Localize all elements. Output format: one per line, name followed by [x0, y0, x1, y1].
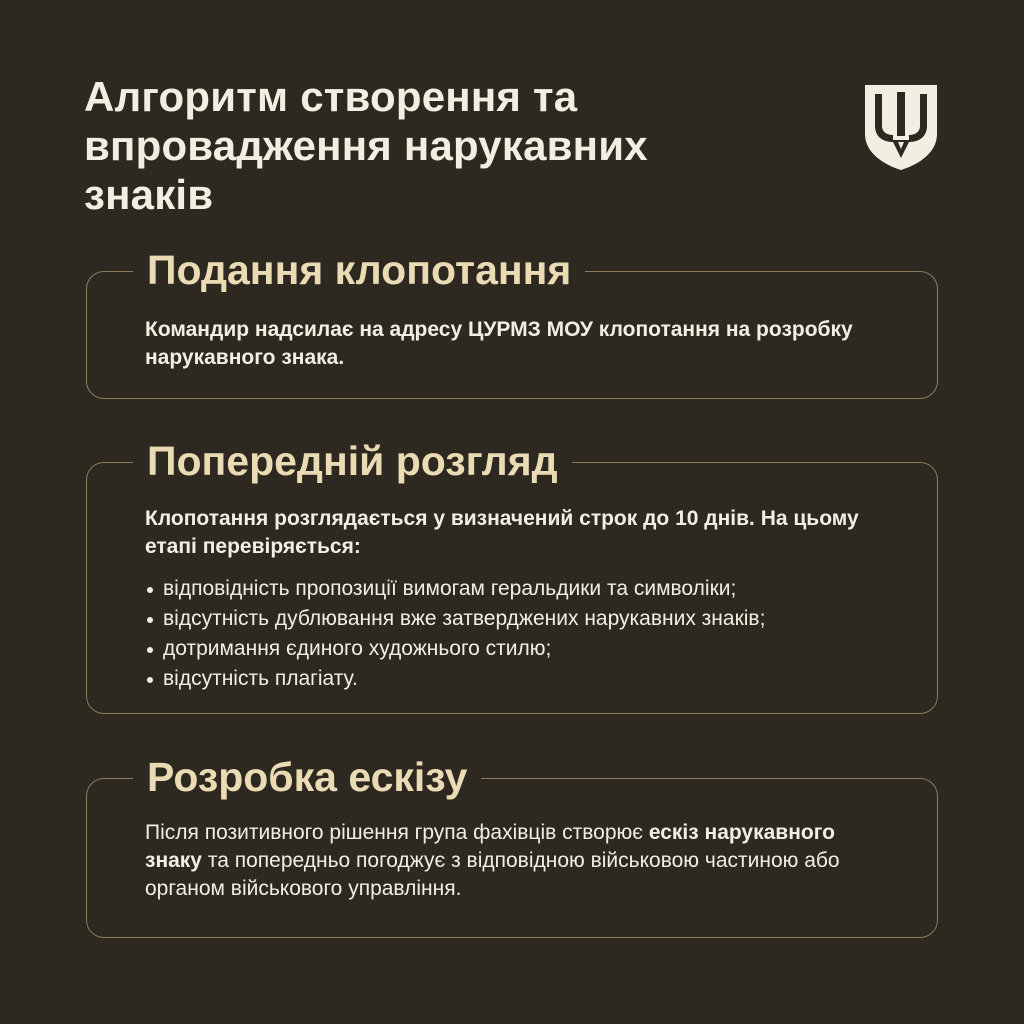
section-text	[145, 316, 897, 372]
list-item: відсутність плагіату.	[145, 664, 897, 694]
paragraph-text: Після позитивного рішення група фахівців створює	[145, 821, 649, 844]
section-text	[145, 505, 897, 694]
paragraph-text: та попередньо погоджує з відповідною військовою частиною або органом військового управління.	[145, 849, 840, 900]
section-heading: Розробка ескізу	[133, 749, 481, 805]
page-title: Алгоритм створення та впровадження нарукавних знаків	[84, 73, 648, 218]
check-list	[145, 574, 897, 694]
section-heading: Попередній розгляд	[133, 433, 572, 489]
section-paragraph	[145, 819, 897, 903]
section-sketch-development	[86, 754, 938, 938]
section-heading: Подання клопотання	[133, 242, 585, 298]
paragraph-emphasis: ескіз нарукавного знаку	[145, 821, 836, 872]
list-item: відсутність дублювання вже затверджених нарукавних знаків;	[145, 604, 897, 634]
section-intro: Клопотання розглядається у визначений строк до 10 днів. На цьому етапі перевіряється:	[145, 507, 859, 558]
list-item: відповідність пропозиції вимогам геральдики та символіки;	[145, 574, 897, 604]
section-text	[145, 819, 897, 903]
trident-shield-icon	[862, 82, 940, 172]
section-preliminary-review	[86, 438, 938, 714]
section-paragraph: Командир надсилає на адресу ЦУРМЗ МОУ клопотання на розробку нарукавного знака.	[145, 318, 853, 369]
section-petition	[86, 247, 938, 399]
list-item: дотримання єдиного художнього стилю;	[145, 634, 897, 664]
